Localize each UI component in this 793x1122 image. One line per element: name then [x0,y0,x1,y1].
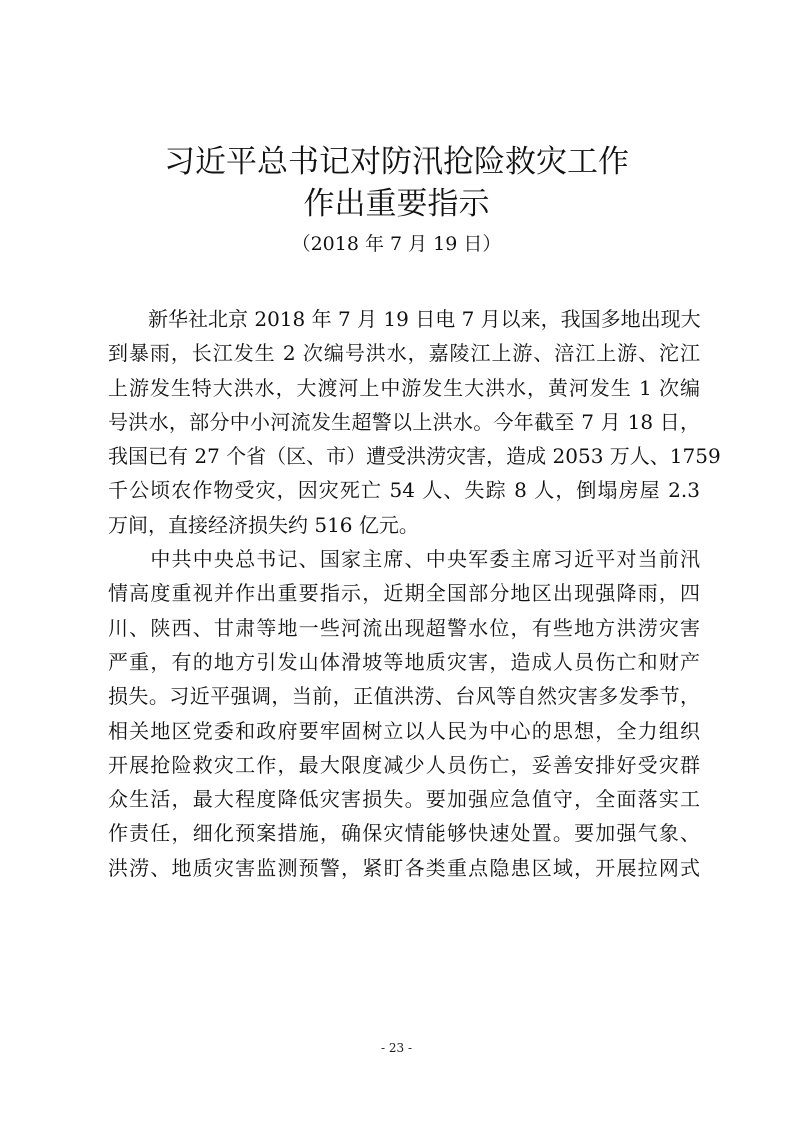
text-line: 洪涝、地质灾害监测预警，紧盯各类重点隐患区域，开展拉网式 [108,855,700,880]
article-date: （2018 年 7 月 19 日） [291,233,502,255]
text-line: 上游发生特大洪水，大渡河上中游发生大洪水，黄河发生 1 次编 [108,375,700,400]
text-line: 情高度重视并作出重要指示，近期全国部分地区出现强降雨，四 [108,581,700,606]
text-line: 严重，有的地方引发山体滑坡等地质灾害，造成人员伤亡和财产 [108,649,700,674]
paragraph-1 [108,302,721,542]
paragraph-2 [108,542,700,885]
page-number: - 23 - [380,1041,412,1055]
title-line-1: 习近平总书记对防汛抢险救灾工作 [164,144,629,180]
text-line: 号洪水，部分中小河流发生超警以上洪水。今年截至 7 月 18 日， [108,409,700,434]
text-line: 新华社北京 2018 年 7 月 19 日电 7 月以来，我国多地出现大 [108,307,701,331]
article-title [0,141,793,225]
text-line: 我国已有 27 个省（区、市）遭受洪涝灾害，造成 2053 万人、1759 [108,444,721,469]
title-line-2: 作出重要指示 [303,186,490,222]
text-line: 中共中央总书记、国家主席、中央军委主席习近平对当前汛 [108,547,700,572]
text-line: 开展抢险救灾工作，最大限度减少人员伤亡，妥善安排好受灾群 [108,752,700,777]
text-line: 损失。习近平强调，当前，正值洪涝、台风等自然灾害多发季节， [108,684,700,709]
text-line: 相关地区党委和政府要牢固树立以人民为中心的思想，全力组织 [108,718,700,743]
text-line: 作责任，细化预案措施，确保灾情能够快速处置。要加强气象、 [108,821,700,846]
text-line: 川、陕西、甘肃等地一些河流出现超警水位，有些地方洪涝灾害 [108,615,700,640]
article-body [108,302,721,885]
text-line: 众生活，最大程度降低灾害损失。要加强应急值守，全面落实工 [108,787,700,812]
text-line: 到暴雨，长江发生 2 次编号洪水，嘉陵江上游、涪江上游、沱江 [108,341,700,366]
text-line: 万间，直接经济损失约 516 亿元。 [108,512,419,537]
text-line: 千公顷农作物受灾，因灾死亡 54 人、失踪 8 人，倒塌房屋 2.3 [108,478,700,503]
